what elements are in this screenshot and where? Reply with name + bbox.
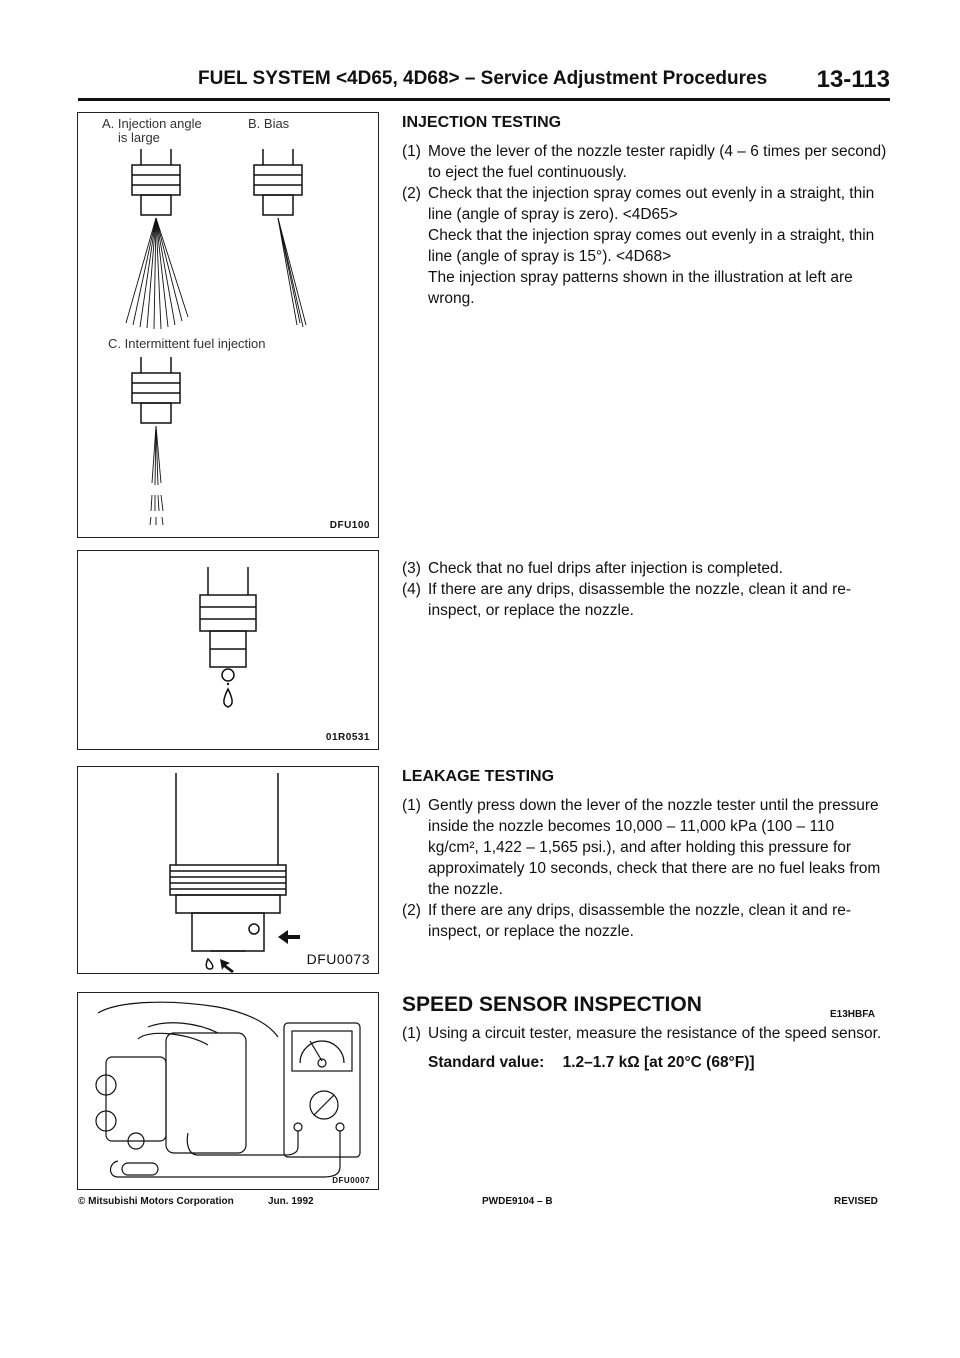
figure-code-dfu0073: DFU0073 — [306, 951, 370, 967]
label-bias: B. Bias — [248, 116, 290, 131]
label-is-large: is large — [118, 130, 160, 145]
item-text: Check that the injection spray comes out evenly in a straight, thin line (angle of spray is 15°). <4D68> — [428, 227, 875, 265]
item-number: (1) — [402, 1025, 421, 1042]
label-injection-angle: A. Injection angle — [102, 116, 202, 131]
nozzle-leak-drawing — [78, 767, 378, 973]
footer-date: Jun. 1992 — [268, 1196, 314, 1207]
item-number: (3) — [402, 560, 421, 577]
leakage-testing-section — [402, 766, 887, 942]
item-number: (1) — [402, 143, 421, 160]
list-item — [402, 141, 887, 183]
list-item — [402, 558, 887, 579]
label-intermittent: C. Intermittent fuel injection — [108, 336, 266, 351]
footer-copyright: © Mitsubishi Motors Corporation — [78, 1196, 234, 1207]
header-title: FUEL SYSTEM <4D65, 4D68> – Service Adjustment Procedures — [198, 68, 768, 89]
item-number: (2) — [402, 902, 421, 919]
item-text: If there are any drips, disassemble the nozzle, clean it and re-inspect, or replace the nozzle. — [428, 581, 852, 619]
injection-testing-section — [402, 112, 887, 309]
figure-injection-patterns — [77, 112, 379, 538]
list-item — [402, 1023, 887, 1044]
speed-sensor-title: SPEED SENSOR INSPECTION — [402, 993, 702, 1016]
footer-status: REVISED — [834, 1196, 878, 1207]
item-continuation — [402, 225, 887, 267]
figure-code-dfu0007: DFU0007 — [332, 1176, 370, 1185]
figure-speed-sensor — [77, 992, 379, 1190]
leakage-testing-title: LEAKAGE TESTING — [402, 768, 555, 785]
list-item — [402, 183, 887, 225]
figure-drip-check — [77, 550, 379, 750]
nozzle-drip-drawing — [78, 551, 378, 749]
list-item — [402, 795, 887, 900]
speed-sensor-section — [402, 994, 887, 1073]
standard-value-label: Standard value: — [428, 1054, 545, 1071]
item-text: If there are any drips, disassemble the nozzle, clean it and re-inspect, or replace the nozzle. — [428, 902, 852, 940]
injection-testing-title: INJECTION TESTING — [402, 114, 562, 131]
item-number: (4) — [402, 581, 421, 598]
standard-value-number: 1.2–1.7 kΩ [at 20°C (68°F)] — [562, 1054, 755, 1071]
item-text: Check that the injection spray comes out evenly in a straight, thin line (angle of spray is zero). <4D65> — [428, 185, 875, 223]
item-text: The injection spray patterns shown in the illustration at left are wrong. — [428, 269, 853, 307]
header-rule — [78, 98, 890, 101]
page-number: 13-113 — [816, 66, 890, 93]
item-text: Gently press down the lever of the nozzle tester until the pressure inside the nozzle becomes 10,000 – 11,000 kPa (100 – 110 kg/cm², 1,422 – 1,565 psi.), and after holding this pressure for approximately 10 seconds, check that there are no fuel leaks from the nozzle. — [428, 797, 881, 898]
circuit-tester-drawing — [78, 993, 378, 1189]
item-number: (2) — [402, 185, 421, 202]
list-item — [402, 579, 887, 621]
figure-code-01r0531: 01R0531 — [325, 732, 370, 743]
item-text: Check that no fuel drips after injection is completed. — [428, 560, 783, 577]
figure-leakage — [77, 766, 379, 974]
list-item — [402, 900, 887, 942]
standard-value — [428, 1052, 887, 1073]
item-continuation — [402, 267, 887, 309]
figure-code-dfu100: DFU100 — [329, 520, 370, 531]
item-text: Move the lever of the nozzle tester rapidly (4 – 6 times per second) to eject the fuel continuously. — [428, 143, 887, 181]
section-code: E13HBFA — [830, 1009, 876, 1020]
item-number: (1) — [402, 797, 421, 814]
page-header — [170, 66, 890, 96]
item-text: Using a circuit tester, measure the resistance of the speed sensor. — [428, 1025, 882, 1042]
nozzle-drawings — [78, 113, 378, 537]
injection-testing-section-continued — [402, 558, 887, 621]
footer-doc-code: PWDE9104 – B — [482, 1196, 553, 1207]
